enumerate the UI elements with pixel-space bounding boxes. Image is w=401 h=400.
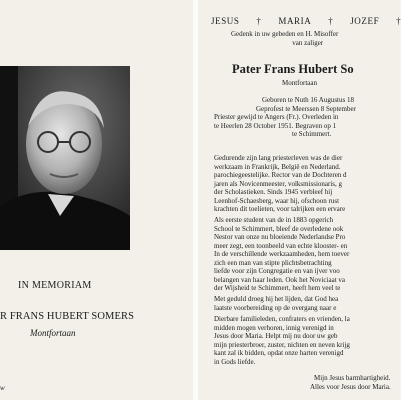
intro-line: Gedenk in uw gebeden en H. Misoffer [231,30,339,38]
portrait-photo [0,66,130,250]
text-line: School te Schimmert, bleef de overledene ook [214,224,344,233]
text-line: liefde voor zijn Congregatie en van ijver voo [214,267,340,275]
header-word: MARIA [278,16,312,26]
text-line: der Wijsheid te Schimmert, heeft hem veel te [214,284,341,292]
text-line: Gedurende zijn lang priesterleven was de dier [214,154,343,162]
biography-dates [214,96,356,139]
text-line: in Gods liefde. [214,357,256,366]
order-subtitle: Montfortaan [282,79,317,87]
text-line: In de verschillende werkzaamheden, hem toever [214,250,350,258]
text-line: Nestor van onze nu bloeiende Nederlandse Pro [214,233,346,241]
header-word: JOZEF [350,16,380,26]
text-line: zich een man van stipte plichtsbetrachting [214,258,332,267]
text-line: kant zal ik bidden, opdat onze harten verenigd [214,349,344,357]
memorial-card-back [198,0,400,400]
text-line: Jesus door Maria. Helpt mij nu door uw geb [214,332,338,340]
intro-line: van zaliger [292,38,324,47]
text-line: belangen van haar leden. Ook het Noviciaat va [214,275,346,284]
paragraph-student [214,216,349,293]
in-memoriam-heading: IN MEMORIAM [18,280,92,291]
text-line: midden mogen verhoren, innig verenigd in [214,323,334,332]
cross-icon: † [396,16,401,26]
text-line: mijn priesterbroer, zuster, nichten en neven krijg [214,340,350,349]
corner-fragment: w [0,384,5,392]
bio-line: te Heerlen 28 October 1951. Begraven op 1 [214,121,337,130]
religious-order: Montfortaan [30,328,76,338]
text-line: laatste voorbereiding op de overgang naar e [214,303,337,312]
bio-line: Geboren te Nuth 16 Augustus 18 [262,96,354,104]
text-line: krachten dit toelieten, voor talrijken een ervare [214,205,346,213]
cross-icon: † [256,16,262,26]
text-line: meer zegt, een toonbeeld van echte klooster- en [214,241,348,250]
paragraph-career [214,154,347,214]
cross-icon: † [328,16,334,26]
portrait-image [0,66,130,250]
holy-family-header [211,16,401,26]
prayer-line: Alles voor Jesus door Maria. [310,382,391,391]
text-line: Als eerste student van de in 1883 opgerich [214,216,334,224]
text-line: Dierbare familieleden, confraters en vrienden, la [214,315,350,323]
deceased-name: R FRANS HUBERT SOMERS [0,311,135,322]
closing-prayer [310,374,391,391]
deceased-title: Pater Frans Hubert So [232,62,354,76]
text-line: werkzaam in Frankrijk, België en Nederland. [214,162,341,171]
bio-line: Geprofest te Meerssen 8 September [256,104,356,113]
text-line: der Scholastieken. Sinds 1945 verbleef hij [214,188,333,196]
intro-text [231,30,338,47]
bio-line: Priester gewijd te Angers (Fr.). Overleden in [214,113,339,121]
text-line: parochiegeestelijke. Rector van de Dochteren d [214,171,347,179]
text-line: jaren als Novicenmeester, volksmissionaris, g [214,179,343,188]
text-line: Leenhof-Schaesberg, waar hij, ofschoon rust [214,196,340,205]
paragraph-farewell [214,315,350,366]
paragraph-suffering [214,295,338,312]
text-line: Met geduld droeg hij het lijden, dat God hea [214,295,339,303]
header-word: JESUS [211,16,240,26]
bio-line: te Schimmert. [292,130,332,138]
memorial-card-front [0,0,193,400]
prayer-line: Mijn Jesus barmhartigheid. [314,374,391,382]
